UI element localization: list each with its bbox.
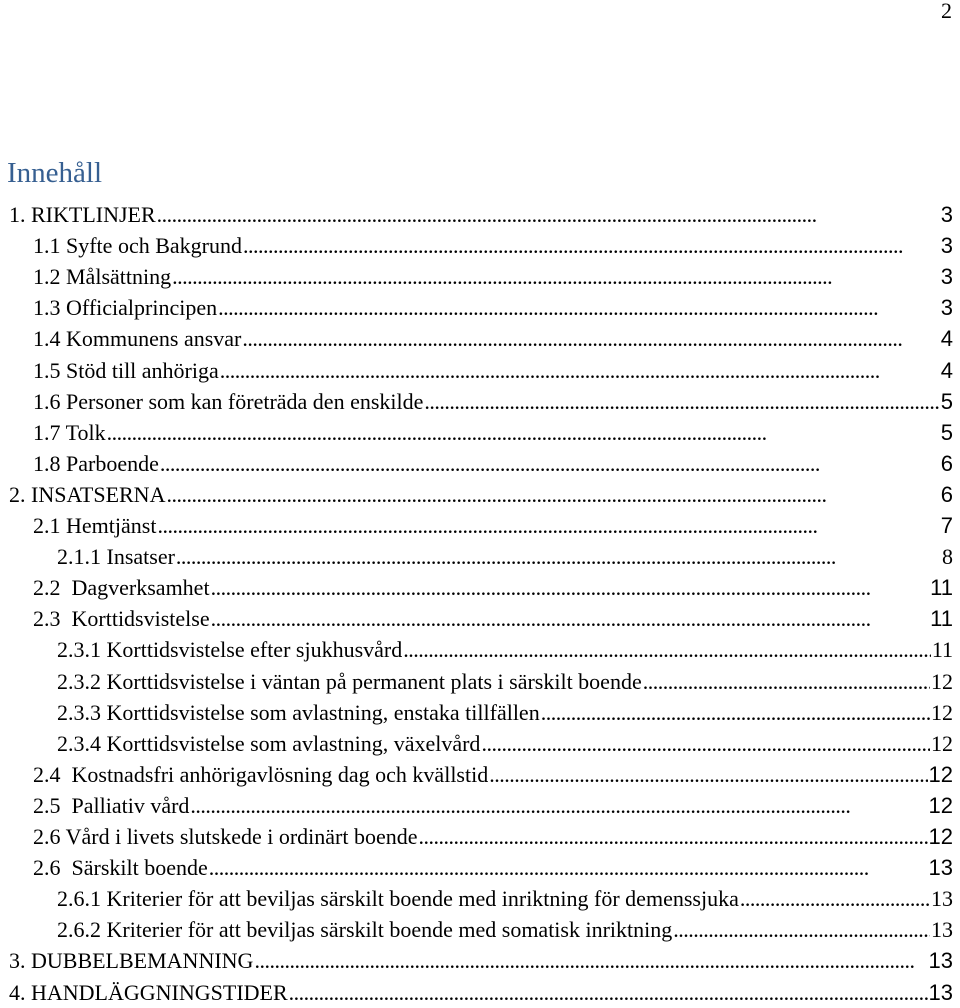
dot-leader — [211, 603, 930, 634]
toc-entry[interactable] — [33, 603, 953, 634]
toc-entry-page: 3 — [940, 202, 953, 227]
toc-entry-page: 3 — [940, 233, 953, 259]
dot-leader — [218, 292, 940, 323]
toc-entry-title: 2.3 Korttidsvistelse — [33, 606, 210, 632]
toc-entry-page: 12 — [928, 761, 953, 787]
toc-entry[interactable] — [9, 199, 953, 230]
dot-leader — [211, 572, 930, 603]
toc-entry[interactable] — [33, 759, 953, 790]
dot-leader — [160, 448, 940, 479]
toc-entry-title: 1.6 Personer som kan företräda den enskilde — [33, 388, 424, 414]
toc-entry[interactable] — [33, 292, 953, 323]
toc-entry[interactable] — [33, 417, 953, 448]
toc-entry[interactable] — [33, 852, 953, 883]
dot-leader — [157, 510, 939, 541]
toc-entry[interactable] — [57, 697, 953, 728]
toc-entry-title: 1.7 Tolk — [33, 419, 106, 445]
toc-entry-page: 12 — [928, 824, 953, 849]
toc-entry-title: 2.4 Kostnadsfri anhörigavlösning dag och kvällstid — [33, 761, 489, 787]
dot-leader — [190, 790, 927, 821]
toc-entry-title: 2.1 Hemtjänst — [33, 513, 157, 538]
toc-entry-title: 1.4 Kommunens ansvar — [33, 326, 242, 352]
toc-heading: Innehåll — [7, 157, 103, 189]
toc-entry-title: 2.3.3 Korttidsvistelse som avlastning, enstaka tillfällen — [57, 699, 540, 725]
toc-entry-title: 2.3.2 Korttidsvistelse i väntan på permanent plats i särskilt boende — [57, 668, 642, 694]
toc-entry-page: 13 — [928, 948, 953, 974]
toc-entry-page: 12 — [931, 699, 953, 725]
dot-leader — [172, 261, 940, 292]
toc-entry[interactable] — [57, 914, 953, 945]
dot-leader — [157, 199, 940, 230]
dot-leader — [489, 759, 927, 790]
toc-entry-page: 13 — [928, 855, 953, 881]
dot-leader — [220, 355, 940, 386]
dot-leader — [403, 634, 931, 665]
dot-leader — [643, 666, 930, 697]
toc-entry-page: 11 — [930, 575, 953, 601]
toc-entry[interactable] — [33, 355, 953, 386]
toc-entry-page: 13 — [928, 979, 953, 1005]
toc-entry-page: 12 — [931, 730, 953, 756]
toc-entry-title: 2.3.1 Korttidsvistelse efter sjukhusvård — [57, 637, 403, 663]
dot-leader — [541, 697, 930, 728]
toc-entry[interactable] — [33, 572, 953, 603]
toc-entry-page: 11 — [931, 637, 953, 663]
toc-entry[interactable] — [33, 510, 953, 541]
toc-entry-title: 4. HANDLÄGGNINGSTIDER — [9, 979, 288, 1005]
dot-leader — [176, 541, 941, 572]
toc-entry-title: 1.8 Parboende — [33, 450, 159, 476]
toc-entry[interactable] — [33, 448, 953, 479]
dot-leader — [289, 977, 928, 1008]
toc-entry-title: 2.2 Dagverksamhet — [33, 575, 210, 601]
toc-entry[interactable] — [57, 541, 953, 572]
dot-leader — [243, 230, 940, 261]
toc-entry-page: 8 — [942, 544, 953, 570]
dot-leader — [419, 821, 928, 852]
toc-entry[interactable] — [33, 790, 953, 821]
toc-entry-page: 7 — [940, 513, 953, 538]
toc-entry-title: 2. INSATSERNA — [9, 481, 166, 507]
dot-leader — [254, 945, 927, 976]
toc-entry[interactable] — [9, 479, 953, 510]
toc-entry-title: 2.1.1 Insatser — [57, 544, 175, 570]
dot-leader — [481, 728, 930, 759]
toc-entry-title: 2.6 Vård i livets slutskede i ordinärt boende — [33, 824, 418, 849]
toc-entry-title: 2.6.1 Kriterier för att beviljas särskilt boende med inriktning för demenssjuka — [57, 886, 739, 912]
toc-entry[interactable] — [57, 728, 953, 759]
toc-entry-title: 1. RIKTLINJER — [9, 202, 156, 227]
toc-entry[interactable] — [33, 323, 953, 354]
toc-entry-page: 11 — [930, 606, 953, 632]
dot-leader — [424, 386, 939, 417]
dot-leader — [166, 479, 939, 510]
toc-entry-title: 1.5 Stöd till anhöriga — [33, 357, 219, 383]
toc-entry-page: 12 — [931, 668, 953, 694]
page-number: 2 — [941, 0, 952, 23]
toc-entry-page: 5 — [940, 419, 953, 445]
toc-entry-page: 3 — [940, 264, 953, 290]
toc-entry-title: 1.3 Officialprincipen — [33, 295, 218, 321]
toc-entry[interactable] — [33, 386, 953, 417]
toc-entry-title: 2.5 Palliativ vård — [33, 792, 190, 818]
toc-entry-title: 2.3.4 Korttidsvistelse som avlastning, växelvård — [57, 730, 481, 756]
toc-entry-page: 4 — [940, 326, 953, 352]
toc-entry[interactable] — [9, 945, 953, 976]
toc-entry-title: 2.6 Särskilt boende — [33, 855, 208, 881]
toc-entry-page: 13 — [931, 917, 953, 943]
toc-entry-title: 3. DUBBELBEMANNING — [9, 948, 254, 974]
toc-entry-page: 13 — [931, 886, 953, 912]
dot-leader — [242, 323, 939, 354]
toc-entry-page: 12 — [928, 792, 953, 818]
toc-entry[interactable] — [57, 666, 953, 697]
toc-entry-page: 6 — [940, 450, 953, 476]
dot-leader — [740, 883, 930, 914]
toc-entry-title: 1.1 Syfte och Bakgrund — [33, 233, 242, 259]
toc-entry[interactable] — [33, 821, 953, 852]
toc-entry[interactable] — [9, 977, 953, 1008]
toc-entry[interactable] — [57, 883, 953, 914]
dot-leader — [673, 914, 930, 945]
dot-leader — [209, 852, 928, 883]
toc-entry-page: 6 — [940, 481, 953, 507]
toc-entry-page: 5 — [940, 388, 953, 414]
toc-entry[interactable] — [33, 230, 953, 261]
toc-entry-title: 2.6.2 Kriterier för att beviljas särskilt boende med somatisk inriktning — [57, 917, 673, 943]
toc-entry-page: 3 — [940, 295, 953, 321]
toc-entry-title: 1.2 Målsättning — [33, 264, 172, 290]
dot-leader — [107, 417, 940, 448]
toc-entry-page: 4 — [940, 357, 953, 383]
toc-entry[interactable] — [57, 634, 953, 665]
toc-entry[interactable] — [33, 261, 953, 292]
